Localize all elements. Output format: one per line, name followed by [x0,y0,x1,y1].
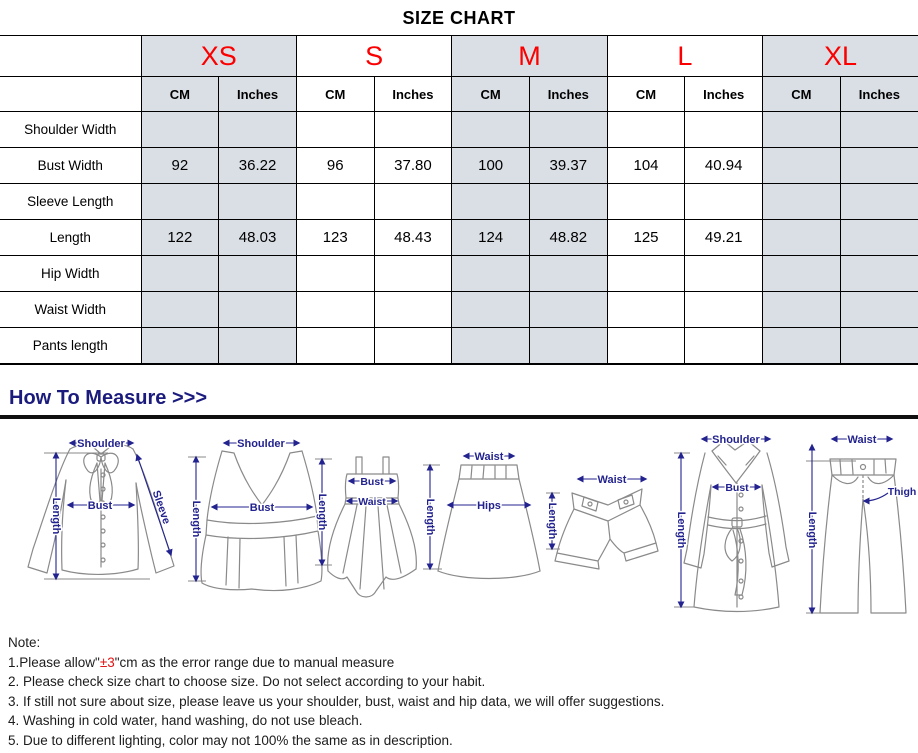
unit-cm: CM [296,77,374,112]
unit-cm: CM [452,77,530,112]
notes-title: Note: [8,635,41,650]
section-divider [0,415,918,421]
size-value-cell [219,112,297,148]
size-header-row [0,36,918,77]
corner-cell [0,36,141,77]
size-value-cell: 125 [607,220,685,256]
row-label: Pants length [0,328,141,365]
size-value-cell [452,112,530,148]
size-value-cell [219,292,297,328]
size-value-cell [374,112,452,148]
size-value-cell [452,292,530,328]
size-header-l: L [607,36,762,77]
note-1-suffix: "cm as the error range due to manual measure [114,654,395,670]
table-row [0,184,918,220]
unit-cm: CM [607,77,685,112]
size-chart-table [0,35,918,365]
size-value-cell [219,256,297,292]
size-value-cell [840,292,918,328]
size-value-cell: 96 [296,148,374,184]
size-value-cell [763,256,841,292]
size-value-cell: 48.43 [374,220,452,256]
size-value-cell [607,256,685,292]
pants-waist-label: Waist [847,434,877,446]
size-value-cell: 104 [607,148,685,184]
size-value-cell: 49.21 [685,220,763,256]
note-item-4: 4. Washing in cold water, hand washing, do not use bleach. [8,713,363,728]
unit-inches: Inches [840,77,918,112]
row-label: Bust Width [0,148,141,184]
size-value-cell [763,292,841,328]
size-value-cell [840,148,918,184]
table-row [0,328,918,365]
size-value-cell [452,184,530,220]
page-title: SIZE CHART [402,8,516,28]
dress-length-label: Length [316,493,328,531]
tank-shoulder-label: Shoulder [237,438,285,450]
coat-drawing [674,434,789,612]
size-value-cell [763,148,841,184]
size-value-cell [296,112,374,148]
note-item-5: 5. Due to different lighting, color may not 100% the same as in description. [8,732,453,748]
blouse-sleeve-label: Sleeve [149,488,173,526]
unit-inches: Inches [374,77,452,112]
skirt-hips-label: Hips [477,500,501,512]
shorts-waist-label: Waist [597,474,627,486]
size-value-cell [840,112,918,148]
size-value-cell: 48.03 [219,220,297,256]
measure-figures-illustration [0,423,918,627]
skirt-waist-label: Waist [474,451,504,463]
row-label: Shoulder Width [0,112,141,148]
size-value-cell [141,328,219,365]
coat-bust-label: Bust [725,482,749,494]
shorts-length-label: Length [546,502,558,540]
size-value-cell [219,328,297,365]
size-value-cell [685,256,763,292]
size-value-cell [840,328,918,365]
size-value-cell [607,184,685,220]
coat-shoulder-label: Shoulder [712,434,760,446]
size-value-cell [685,184,763,220]
size-value-cell [529,112,607,148]
table-row [0,292,918,328]
dress-drawing [315,457,416,597]
size-value-cell: 92 [141,148,219,184]
size-value-cell [452,328,530,365]
tank-length-label: Length [190,500,202,538]
size-value-cell [685,292,763,328]
size-value-cell [763,328,841,365]
size-value-cell: 40.94 [685,148,763,184]
unit-header-row [0,77,918,112]
row-label: Hip Width [0,256,141,292]
table-row [0,256,918,292]
size-value-cell [374,292,452,328]
size-value-cell [374,328,452,365]
size-value-cell [296,292,374,328]
size-value-cell [141,112,219,148]
pants-length-label: Length [806,511,818,549]
size-value-cell [763,220,841,256]
note-item-3: 3. If still not sure about size, please leave us your shoulder, bust, waist and hip data, we will offer suggestions. [8,693,665,709]
size-value-cell: 39.37 [529,148,607,184]
size-value-cell [763,112,841,148]
notes-section [0,627,918,750]
size-value-cell [296,256,374,292]
size-value-cell: 48.82 [529,220,607,256]
size-value-cell: 123 [296,220,374,256]
size-value-cell [607,328,685,365]
size-value-cell [219,184,297,220]
blouse-drawing [28,438,174,579]
note-item-1 [8,653,918,673]
size-value-cell [141,256,219,292]
note-1-prefix: 1.Please allow" [8,654,100,670]
corner-cell [0,77,141,112]
size-value-cell [529,328,607,365]
size-value-cell [840,220,918,256]
size-value-cell [763,184,841,220]
blouse-bust-label: Bust [87,500,113,512]
note-item-2: 2. Please check size chart to choose size. Do not select according to your habit. [8,674,486,689]
row-label: Length [0,220,141,256]
tank-top-drawing [188,438,322,591]
size-value-cell [296,184,374,220]
unit-inches: Inches [219,77,297,112]
size-header-xs: XS [141,36,296,77]
row-label: Waist Width [0,292,141,328]
blouse-shoulder-label: Shoulder [77,438,125,450]
size-value-cell [141,184,219,220]
size-value-cell [529,184,607,220]
size-value-cell [529,256,607,292]
unit-cm: CM [141,77,219,112]
size-value-cell [452,256,530,292]
size-value-cell [374,184,452,220]
table-row [0,220,918,256]
blouse-length-label: Length [50,497,62,535]
size-value-cell [607,112,685,148]
unit-inches: Inches [529,77,607,112]
size-value-cell [374,256,452,292]
size-value-cell [840,184,918,220]
size-value-cell [685,328,763,365]
row-label: Sleeve Length [0,184,141,220]
size-value-cell [607,292,685,328]
how-to-measure-heading: How To Measure >>> [9,387,208,409]
size-value-cell: 36.22 [219,148,297,184]
pants-drawing [806,434,916,613]
size-header-m: M [452,36,607,77]
skirt-length-label: Length [424,498,436,536]
shorts-drawing [546,474,658,569]
size-value-cell [529,292,607,328]
size-value-cell: 37.80 [374,148,452,184]
coat-length-label: Length [675,511,687,549]
size-value-cell: 124 [452,220,530,256]
size-value-cell [685,112,763,148]
size-value-cell [296,328,374,365]
unit-cm: CM [763,77,841,112]
size-value-cell [141,292,219,328]
table-row [0,148,918,184]
pants-thigh-label: Thigh [887,486,917,498]
tank-bust-label: Bust [249,502,275,514]
dress-bust-label: Bust [360,476,384,488]
size-value-cell: 122 [141,220,219,256]
size-value-cell [840,256,918,292]
size-value-cell: 100 [452,148,530,184]
skirt-drawing [423,451,540,579]
table-row [0,112,918,148]
note-1-tolerance: ±3 [99,654,115,670]
size-header-xl: XL [763,36,918,77]
dress-waist-label: Waist [358,496,386,508]
unit-inches: Inches [685,77,763,112]
size-header-s: S [296,36,451,77]
